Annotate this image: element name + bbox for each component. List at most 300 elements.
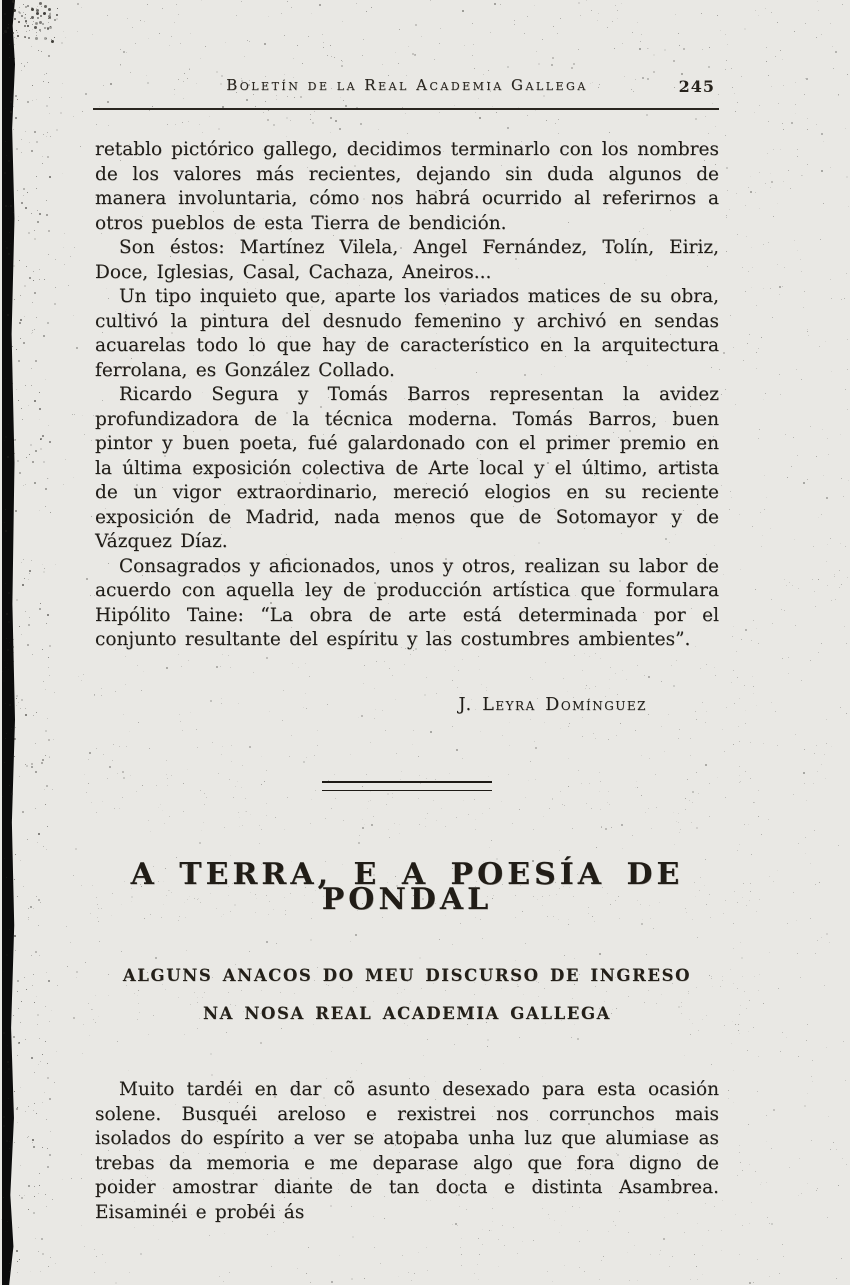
noise-speck <box>555 123 556 124</box>
noise-speck <box>783 1256 784 1257</box>
noise-speck <box>800 977 801 978</box>
noise-speck <box>414 54 416 56</box>
noise-speck <box>421 36 422 37</box>
noise-speck <box>25 484 26 485</box>
noise-speck <box>826 497 828 499</box>
noise-speck <box>810 426 811 427</box>
noise-speck <box>507 127 509 129</box>
noise-speck <box>25 14 26 15</box>
noise-speck <box>31 16 34 19</box>
noise-speck <box>599 1279 600 1280</box>
noise-speck <box>841 478 842 479</box>
noise-speck <box>31 766 33 768</box>
noise-speck <box>834 576 835 577</box>
noise-speck <box>24 285 26 287</box>
noise-speck <box>755 192 756 193</box>
noise-speck <box>398 1276 399 1277</box>
noise-speck <box>89 752 91 754</box>
noise-speck <box>765 8 766 9</box>
noise-speck <box>46 73 47 74</box>
noise-speck <box>603 1256 604 1257</box>
noise-speck <box>19 776 20 777</box>
noise-speck <box>50 12 51 13</box>
noise-speck <box>766 47 767 48</box>
noise-speck <box>48 980 50 982</box>
noise-speck <box>806 78 808 80</box>
noise-speck <box>750 883 751 884</box>
noise-speck <box>751 287 752 288</box>
noise-speck <box>32 332 33 333</box>
noise-speck <box>830 1149 831 1150</box>
noise-speck <box>427 1270 428 1271</box>
noise-speck <box>748 1124 749 1125</box>
noise-speck <box>819 346 820 347</box>
noise-speck <box>374 1247 375 1248</box>
noise-speck <box>51 1010 52 1011</box>
noise-speck <box>92 885 93 886</box>
noise-speck <box>64 233 65 234</box>
noise-speck <box>21 408 22 409</box>
noise-speck <box>56 1051 57 1052</box>
noise-speck <box>807 1183 808 1184</box>
noise-speck <box>758 990 759 991</box>
noise-speck <box>21 1197 23 1199</box>
noise-speck <box>19 7 20 8</box>
noise-speck <box>32 1142 33 1143</box>
noise-speck <box>750 191 752 193</box>
noise-speck <box>745 629 747 631</box>
noise-speck <box>219 1276 220 1277</box>
noise-speck <box>268 110 269 111</box>
noise-speck <box>524 33 525 34</box>
noise-speck <box>26 457 27 458</box>
noise-speck <box>189 68 190 69</box>
noise-speck <box>780 1051 781 1052</box>
noise-speck <box>188 121 189 122</box>
noise-speck <box>81 680 82 681</box>
noise-speck <box>815 884 816 885</box>
noise-speck <box>798 1195 799 1196</box>
noise-speck <box>29 142 30 143</box>
noise-speck <box>380 1263 381 1264</box>
noise-speck <box>55 1263 56 1264</box>
noise-speck <box>36 317 37 318</box>
noise-speck <box>731 682 732 683</box>
noise-speck <box>763 288 764 289</box>
noise-speck <box>84 774 85 775</box>
noise-speck <box>763 244 764 245</box>
noise-speck <box>21 1001 22 1002</box>
noise-speck <box>202 132 203 133</box>
noise-speck <box>807 331 808 332</box>
noise-speck <box>15 510 17 512</box>
noise-speck <box>48 657 49 658</box>
noise-speck <box>759 899 760 900</box>
noise-speck <box>35 22 38 25</box>
noise-speck <box>46 27 47 28</box>
noise-speck <box>764 475 765 476</box>
noise-speck <box>705 116 706 117</box>
noise-speck <box>552 1281 553 1282</box>
noise-speck <box>84 1246 85 1247</box>
noise-speck <box>498 1239 499 1240</box>
noise-speck <box>47 826 48 827</box>
noise-speck <box>57 8 58 9</box>
noise-speck <box>763 743 764 744</box>
noise-speck <box>478 1279 479 1280</box>
noise-speck <box>430 0 431 1</box>
noise-speck <box>764 509 765 510</box>
noise-speck <box>32 302 33 303</box>
noise-speck <box>701 13 702 14</box>
noise-speck <box>846 273 847 274</box>
text-column <box>95 138 719 1225</box>
noise-speck <box>18 1042 20 1044</box>
noise-speck <box>758 816 759 817</box>
noise-speck <box>739 775 740 776</box>
noise-speck <box>795 113 796 114</box>
noise-speck <box>579 1267 580 1268</box>
noise-speck <box>489 1230 490 1231</box>
noise-speck <box>45 488 47 490</box>
noise-speck <box>56 18 58 20</box>
noise-speck <box>546 120 547 121</box>
noise-speck <box>34 329 35 330</box>
paragraph: Consagrados y aficionados, unos y otros, realizan su labor de acuerdo con aquella ley de producción artística que formulara Hipólito Taine: “La obra de arte está determinada por el conjunto resultante del espíritu y las costumbres ambientes”. <box>95 555 719 650</box>
noise-speck <box>461 1238 462 1239</box>
noise-speck <box>34 1002 35 1003</box>
noise-speck <box>627 1252 628 1253</box>
noise-speck <box>47 1148 48 1149</box>
noise-speck <box>578 2 580 4</box>
noise-speck <box>49 17 51 19</box>
noise-speck <box>846 176 848 178</box>
noise-speck <box>845 546 846 547</box>
noise-speck <box>798 843 799 844</box>
noise-speck <box>744 28 746 30</box>
noise-speck <box>38 899 40 901</box>
noise-speck <box>821 133 823 135</box>
noise-speck <box>782 1032 783 1033</box>
noise-speck <box>746 1008 747 1009</box>
noise-speck <box>742 267 743 268</box>
noise-speck <box>808 335 809 336</box>
noise-speck <box>733 948 734 949</box>
noise-speck <box>527 16 528 17</box>
noise-speck <box>841 299 842 300</box>
noise-speck <box>731 497 732 498</box>
noise-speck <box>737 102 738 103</box>
noise-speck <box>777 22 778 23</box>
paragraph: Ricardo Segura y Tomás Barros representan la avidez profundizadora de la técnica moderna. Tomás Barros, buen pintor y buen poeta, fué galardonado con el primer premio en la última exposición colectiva de Arte local y el último, artista de un vigor extraordinario, mereció elogios en su reciente exposición de Madrid, nada menos que de Sotomayor y de Vázquez Díaz. <box>95 384 719 552</box>
noise-speck <box>712 103 713 104</box>
noise-speck <box>744 991 745 992</box>
noise-speck <box>736 193 737 194</box>
noise-speck <box>343 100 344 101</box>
noise-speck <box>48 739 50 741</box>
noise-speck <box>608 1231 609 1232</box>
noise-speck <box>482 1244 483 1245</box>
noise-speck <box>761 834 762 835</box>
noise-speck <box>823 203 824 204</box>
noise-speck <box>527 115 528 116</box>
noise-speck <box>38 925 39 926</box>
noise-speck <box>14 1091 15 1092</box>
noise-speck <box>35 771 37 773</box>
noise-speck <box>46 623 47 624</box>
noise-speck <box>742 976 743 977</box>
noise-speck <box>538 63 540 65</box>
noise-speck <box>255 106 256 107</box>
noise-speck <box>123 51 125 53</box>
noise-speck <box>341 60 342 61</box>
noise-speck <box>750 742 751 743</box>
noise-speck <box>77 31 78 32</box>
noise-speck <box>812 1081 813 1082</box>
noise-speck <box>844 298 845 299</box>
noise-speck <box>34 26 37 29</box>
noise-speck <box>722 976 723 977</box>
noise-speck <box>31 560 32 561</box>
noise-speck <box>591 10 592 11</box>
noise-speck <box>25 708 26 709</box>
noise-speck <box>19 1195 20 1196</box>
noise-speck <box>36 712 37 713</box>
noise-speck <box>35 1238 36 1239</box>
noise-speck <box>756 628 757 629</box>
noise-speck <box>579 1267 580 1268</box>
noise-speck <box>48 667 49 668</box>
noise-speck <box>827 438 828 439</box>
noise-speck <box>639 48 641 50</box>
noise-speck <box>96 124 97 125</box>
noise-speck <box>28 624 30 626</box>
noise-speck <box>824 985 825 986</box>
noise-speck <box>81 1225 82 1226</box>
noise-speck <box>73 315 74 316</box>
noise-speck <box>44 1092 45 1093</box>
noise-speck <box>51 39 52 40</box>
noise-speck <box>821 764 822 765</box>
noise-speck <box>805 78 806 79</box>
noise-speck <box>33 974 34 975</box>
paragraph: Muito tardéi en dar cõ asunto desexado para esta ocasión solene. Busquéi areloso e rexistrei nos corrunchos mais isolados do espírito a ver se atopaba unha luz que alumiase as trebas da memoria e me deparase algo que fora digno de poider amostrar diante de tan docta e distinta Asambrea. Eisaminéi e probéi ás <box>95 1079 719 1223</box>
noise-speck <box>17 1261 18 1262</box>
noise-speck <box>46 214 48 216</box>
noise-speck <box>513 1227 514 1228</box>
noise-speck <box>800 259 801 260</box>
noise-speck <box>552 57 554 59</box>
noise-speck <box>23 4 24 5</box>
noise-speck <box>56 129 58 131</box>
noise-speck <box>841 1258 842 1259</box>
noise-speck <box>737 677 738 678</box>
noise-speck <box>286 136 287 137</box>
noise-speck <box>628 1232 629 1233</box>
noise-speck <box>82 111 83 112</box>
noise-speck <box>45 1194 46 1195</box>
noise-speck <box>749 900 750 901</box>
noise-speck <box>739 741 740 742</box>
noise-speck <box>818 517 819 518</box>
noise-speck <box>717 15 718 16</box>
noise-speck <box>766 1182 767 1183</box>
noise-speck <box>754 802 755 803</box>
noise-speck <box>725 135 726 136</box>
noise-speck <box>816 1190 817 1191</box>
noise-speck <box>14 1142 15 1143</box>
noise-speck <box>153 1225 154 1226</box>
noise-speck <box>791 122 793 124</box>
noise-speck <box>273 124 275 126</box>
noise-speck <box>769 952 770 953</box>
noise-speck <box>19 626 20 627</box>
noise-speck <box>817 1188 818 1189</box>
noise-speck <box>42 156 43 157</box>
noise-speck <box>48 82 49 83</box>
noise-speck <box>789 582 790 583</box>
noise-speck <box>308 36 309 37</box>
noise-speck <box>33 280 34 281</box>
noise-speck <box>752 267 753 268</box>
noise-speck <box>757 1091 758 1092</box>
noise-speck <box>804 1105 806 1107</box>
noise-speck <box>726 707 727 708</box>
noise-speck <box>815 606 816 607</box>
noise-speck <box>49 13 51 15</box>
noise-speck <box>17 32 18 33</box>
noise-speck <box>83 674 84 675</box>
noise-speck <box>42 163 43 164</box>
noise-speck <box>669 1266 670 1267</box>
noise-speck <box>51 40 54 43</box>
noise-speck <box>63 247 64 248</box>
noise-speck <box>48 55 50 57</box>
noise-speck <box>815 953 816 954</box>
noise-speck <box>382 64 383 65</box>
noise-speck <box>844 626 845 627</box>
noise-speck <box>395 52 396 53</box>
noise-speck <box>84 434 85 435</box>
noise-speck <box>673 60 675 62</box>
noise-speck <box>640 41 641 42</box>
noise-speck <box>702 1274 703 1275</box>
noise-speck <box>30 18 31 19</box>
noise-speck <box>46 1119 47 1120</box>
noise-speck <box>39 29 41 31</box>
noise-speck <box>339 128 341 130</box>
noise-speck <box>25 37 26 38</box>
noise-speck <box>817 771 818 772</box>
noise-speck <box>36 1113 37 1114</box>
noise-speck <box>27 839 28 840</box>
noise-speck <box>19 322 21 324</box>
noise-speck <box>756 368 757 369</box>
noise-speck <box>331 1281 333 1283</box>
page-header <box>95 76 719 100</box>
noise-speck <box>90 595 91 596</box>
noise-speck <box>21 699 23 701</box>
noise-speck <box>845 389 846 390</box>
noise-speck <box>779 286 781 288</box>
noise-speck <box>827 544 828 545</box>
noise-speck <box>415 24 417 26</box>
noise-speck <box>561 1225 562 1226</box>
noise-speck <box>200 58 201 59</box>
noise-speck <box>21 63 22 64</box>
noise-speck <box>768 121 769 122</box>
author-signature: J. Leyra Domínguez <box>458 694 647 715</box>
noise-speck <box>32 330 33 331</box>
noise-speck <box>839 570 840 571</box>
noise-speck <box>126 52 127 53</box>
noise-speck <box>40 15 42 17</box>
noise-speck <box>45 379 46 380</box>
noise-speck <box>42 759 44 761</box>
noise-speck <box>21 152 22 153</box>
noise-speck <box>39 608 41 610</box>
noise-speck <box>45 755 46 756</box>
noise-speck <box>17 1107 18 1108</box>
noise-speck <box>205 46 206 47</box>
noise-speck <box>73 116 74 117</box>
noise-speck <box>140 20 141 21</box>
noise-speck <box>297 45 298 46</box>
noise-speck <box>731 1043 732 1044</box>
noise-speck <box>34 482 36 484</box>
noise-speck <box>807 1024 808 1025</box>
noise-speck <box>746 905 747 906</box>
noise-speck <box>756 705 757 706</box>
noise-speck <box>794 539 795 540</box>
noise-speck <box>617 10 618 11</box>
noise-speck <box>748 1031 749 1032</box>
paragraph: retablo pictórico gallego, decidimos terminarlo con los nombres de los valores más recientes, dejando sin duda algunos de manera involuntaria, cómo nos habrá ocurrido al referirnos a otros pueblos de esta Tierra de bendición. <box>95 139 719 234</box>
noise-speck <box>352 1236 354 1238</box>
noise-speck <box>720 986 721 987</box>
noise-speck <box>492 106 493 107</box>
noise-speck <box>44 568 45 569</box>
noise-speck <box>44 27 46 29</box>
noise-speck <box>740 781 741 782</box>
noise-speck <box>32 24 33 25</box>
noise-speck <box>14 879 15 880</box>
noise-speck <box>598 13 599 14</box>
noise-speck <box>351 1278 353 1280</box>
noise-speck <box>89 1035 90 1036</box>
noise-speck <box>29 277 31 279</box>
noise-speck <box>732 87 733 88</box>
noise-speck <box>366 11 367 12</box>
noise-speck <box>553 26 554 27</box>
noise-speck <box>19 12 21 14</box>
noise-speck <box>647 48 648 49</box>
noise-speck <box>740 1162 741 1163</box>
noise-speck <box>679 45 680 46</box>
noise-speck <box>26 31 27 32</box>
noise-speck <box>795 104 796 105</box>
noise-speck <box>848 206 849 207</box>
noise-speck <box>86 578 88 580</box>
noise-speck <box>43 846 44 847</box>
noise-speck <box>831 298 832 299</box>
noise-speck <box>782 286 783 287</box>
noise-speck <box>743 360 744 361</box>
noise-speck <box>44 5 47 8</box>
noise-speck <box>85 962 86 963</box>
noise-speck <box>747 343 748 344</box>
noise-speck <box>745 710 746 711</box>
